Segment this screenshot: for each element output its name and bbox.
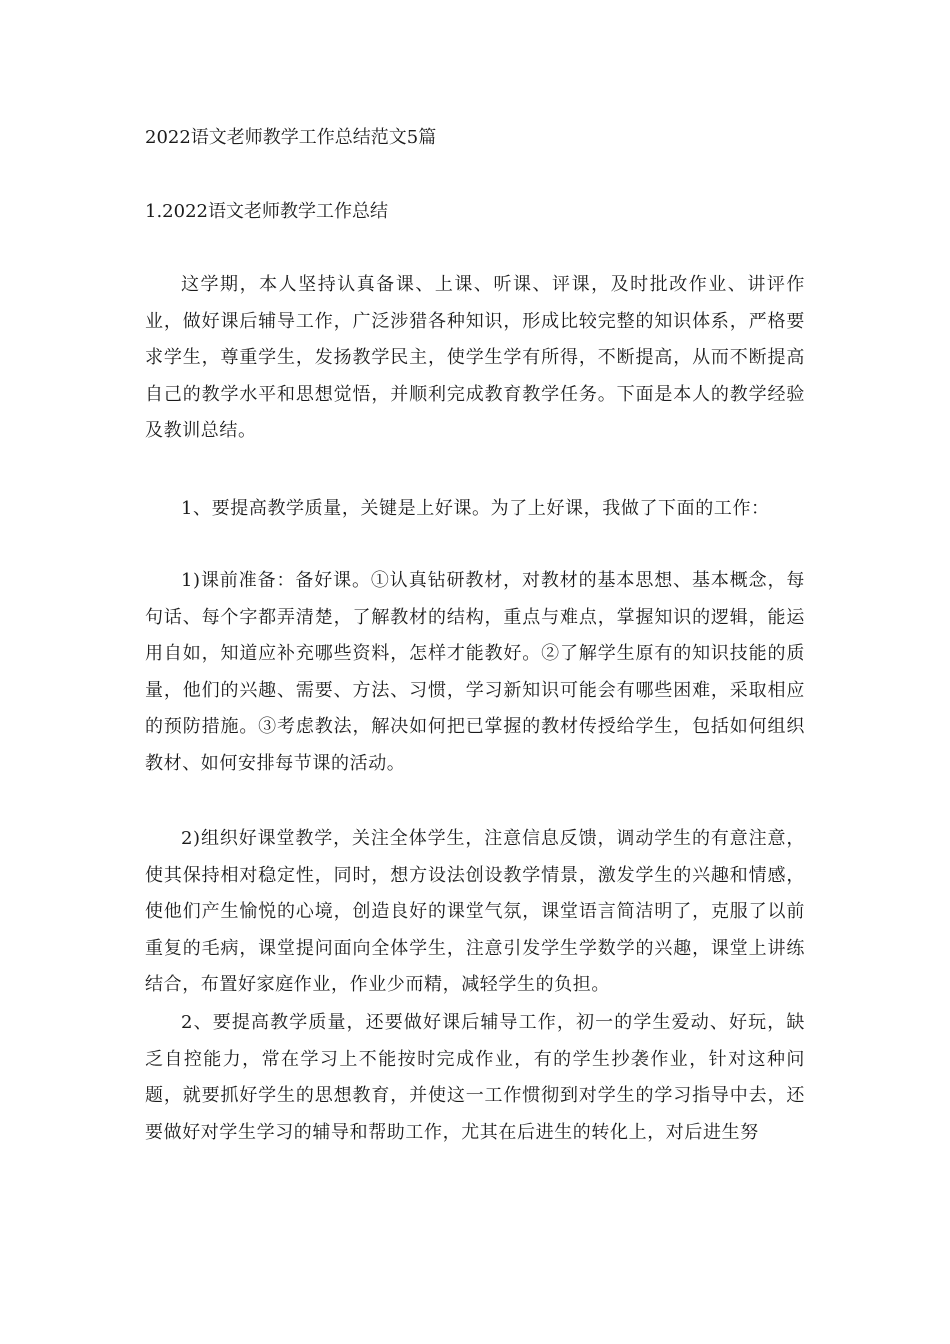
paragraph-intro: 这学期，本人坚持认真备课、上课、听课、评课，及时批改作业、讲评作业，做好课后辅导工作，广泛涉猎各种知识，形成比较完整的知识体系，严格要求学生，尊重学生，发扬教学民主，使学生学有所得，不断提高，从而不断提高自己的教学水平和思想觉悟，并顺利完成教育教学任务。下面是本人的教学经验及教训总结。 bbox=[145, 274, 805, 442]
paragraph-point-2: 2、要提高教学质量，还要做好课后辅导工作，初一的学生爱动、好玩，缺乏自控能力，常在学习上不能按时完成作业，有的学生抄袭作业，针对这种问题，就要抓好学生的思想教育，并使这一工作惯彻到对学生的学习指导中去，还要做好对学生学习的辅导和帮助工作，尤其在后进生的转化上，对后进生努 bbox=[145, 1012, 805, 1143]
section-heading: 1.2022语文老师教学工作总结 bbox=[145, 201, 388, 222]
paragraph-lesson-preparation: 1)课前准备：备好课。①认真钻研教材，对教材的基本思想、基本概念，每句话、每个字都弄清楚，了解教材的结构，重点与难点，掌握知识的逻辑，能运用自如，知道应补充哪些资料，怎样才能教好。②了解学生原有的知识技能的质量，他们的兴趣、需要、方法、习惯，学习新知识可能会有哪些困难，采取相应的预防措施。③考虑教法，解决如何把已掌握的教材传授给学生，包括如何组织教材、如何安排每节课的活动。 bbox=[145, 570, 805, 774]
document-title: 2022语文老师教学工作总结范文5篇 bbox=[145, 127, 437, 148]
paragraph-classroom-teaching: 2)组织好课堂教学，关注全体学生，注意信息反馈，调动学生的有意注意，使其保持相对稳定性，同时，想方设法创设教学情景，激发学生的兴趣和情感，使他们产生愉悦的心境，创造良好的课堂气氛，课堂语言简洁明了，克服了以前重复的毛病，课堂提问面向全体学生，注意引发学生学数学的兴趣，课堂上讲练结合，布置好家庭作业，作业少而精，减轻学生的负担。 bbox=[145, 828, 805, 996]
paragraph-point-1: 1、要提高教学质量，关键是上好课。为了上好课，我做了下面的工作： bbox=[181, 498, 770, 519]
